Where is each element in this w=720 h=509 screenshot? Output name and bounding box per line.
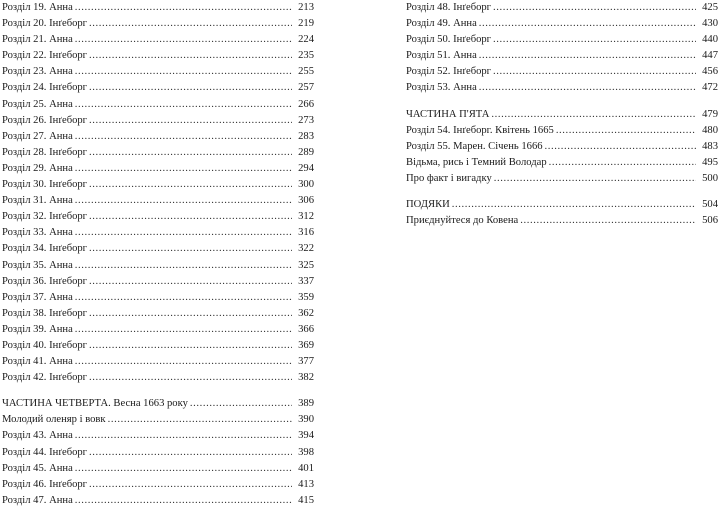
toc-entry-page-number: 415 xyxy=(298,494,314,506)
toc-entry-page-number: 500 xyxy=(702,172,718,184)
toc-entry-title: Про факт і вигадку xyxy=(406,172,492,184)
toc-entry xyxy=(2,338,314,354)
toc-entry xyxy=(2,306,314,322)
toc-entry-page-number: 322 xyxy=(298,243,314,255)
toc-entry xyxy=(406,80,718,96)
toc-entry-title: Розділ 22. Інґеборг xyxy=(2,50,88,62)
toc-entry-page-number: 359 xyxy=(298,291,314,303)
toc-entry-page-number: 504 xyxy=(702,199,718,211)
toc-entry-title: Розділ 36. Інґеборг xyxy=(2,275,88,287)
toc-leader-dots xyxy=(87,306,292,322)
toc-entry xyxy=(406,171,718,187)
toc-gap xyxy=(2,386,314,396)
toc-gap xyxy=(406,187,718,197)
toc-leader-dots xyxy=(87,338,292,354)
toc-left-column xyxy=(2,0,314,509)
toc-entry-page-number: 480 xyxy=(702,124,718,136)
toc-entry-title: Розділ 38. Інґеборг xyxy=(2,307,88,319)
toc-entry-title: Розділ 51. Анна xyxy=(406,50,477,62)
toc-entry xyxy=(406,0,718,16)
toc-leader-dots xyxy=(73,0,292,16)
toc-entry-title: Розділ 46. Інґеборг xyxy=(2,478,88,490)
toc-entry-page-number: 447 xyxy=(702,50,718,62)
toc-entry-title: Розділ 55. Марен. Січень 1666 xyxy=(406,140,543,152)
toc-leader-dots xyxy=(73,161,292,177)
toc-leader-dots xyxy=(73,354,292,370)
toc-entry xyxy=(406,139,718,155)
toc-entry-page-number: 294 xyxy=(298,162,314,174)
toc-entry-page-number: 479 xyxy=(702,108,718,120)
toc-leader-dots xyxy=(73,225,292,241)
toc-entry xyxy=(2,32,314,48)
toc-entry-page-number: 472 xyxy=(702,82,718,94)
toc-leader-dots xyxy=(73,97,292,113)
toc-leader-dots xyxy=(73,322,292,338)
toc-entry-title: Розділ 20. Інґеборг xyxy=(2,18,88,30)
toc-entry-title: Розділ 33. Анна xyxy=(2,227,73,239)
toc-entry-title: Розділ 34. Інґеборг xyxy=(2,243,88,255)
toc-entry xyxy=(2,0,314,16)
toc-leader-dots xyxy=(87,16,292,32)
toc-leader-dots xyxy=(491,64,696,80)
toc-entry xyxy=(2,396,314,412)
toc-leader-dots xyxy=(73,428,292,444)
toc-entry-title: Розділ 23. Анна xyxy=(2,66,73,78)
toc-gap xyxy=(406,97,718,107)
toc-entry-title: Розділ 54. Інґеборг. Квітень 1665 xyxy=(406,124,554,136)
toc-entry-title: Розділ 45. Анна xyxy=(2,462,73,474)
toc-entry-page-number: 362 xyxy=(298,307,314,319)
toc-entry xyxy=(2,461,314,477)
toc-leader-dots xyxy=(477,80,696,96)
toc-right-group-1 xyxy=(406,0,718,97)
toc-entry xyxy=(2,428,314,444)
toc-entry-page-number: 224 xyxy=(298,34,314,46)
toc-right-group-3 xyxy=(406,197,718,229)
toc-leader-dots xyxy=(87,209,292,225)
toc-leader-dots xyxy=(87,241,292,257)
toc-entry xyxy=(2,145,314,161)
toc-entry xyxy=(2,241,314,257)
toc-entry xyxy=(406,16,718,32)
toc-entry-page-number: 483 xyxy=(702,140,718,152)
toc-entry-page-number: 495 xyxy=(702,156,718,168)
toc-entry xyxy=(2,412,314,428)
toc-entry-page-number: 398 xyxy=(298,446,314,458)
toc-leader-dots xyxy=(477,48,696,64)
toc-leader-dots xyxy=(87,145,292,161)
toc-entry xyxy=(2,225,314,241)
toc-leader-dots xyxy=(547,155,696,171)
toc-leader-dots xyxy=(73,193,292,209)
toc-entry-page-number: 413 xyxy=(298,478,314,490)
toc-entry xyxy=(406,155,718,171)
toc-entry xyxy=(2,445,314,461)
toc-entry-page-number: 377 xyxy=(298,356,314,368)
toc-entry-title: Розділ 44. Інґеборг xyxy=(2,446,88,458)
toc-entry-title: ЧАСТИНА ЧЕТВЕРТА. Весна 1663 року xyxy=(2,398,188,410)
toc-entry-title: Розділ 24. Інґеборг xyxy=(2,82,88,94)
toc-entry-page-number: 255 xyxy=(298,66,314,78)
toc-entry-title: Розділ 47. Анна xyxy=(2,494,73,506)
toc-entry-page-number: 369 xyxy=(298,339,314,351)
toc-entry-page-number: 289 xyxy=(298,146,314,158)
toc-entry xyxy=(406,48,718,64)
toc-entry xyxy=(2,113,314,129)
toc-entry-title: Розділ 29. Анна xyxy=(2,162,73,174)
toc-entry xyxy=(406,64,718,80)
toc-entry-page-number: 337 xyxy=(298,275,314,287)
toc-entry xyxy=(2,129,314,145)
toc-entry-title: Розділ 40. Інґеборг xyxy=(2,339,88,351)
toc-entry-page-number: 430 xyxy=(702,18,718,30)
toc-entry xyxy=(2,258,314,274)
toc-entry-title: Розділ 28. Інґеборг xyxy=(2,146,88,158)
toc-entry-title: Розділ 30. Інґеборг xyxy=(2,179,88,191)
toc-entry-page-number: 390 xyxy=(298,414,314,426)
toc-entry xyxy=(2,290,314,306)
toc-entry-title: Молодий оленяр і вовк xyxy=(2,414,106,426)
toc-leader-dots xyxy=(543,139,696,155)
toc-entry xyxy=(2,64,314,80)
toc-entry xyxy=(406,107,718,123)
toc-entry-title: Розділ 25. Анна xyxy=(2,98,73,110)
toc-entry-page-number: 394 xyxy=(298,430,314,442)
toc-leader-dots xyxy=(491,0,696,16)
toc-leader-dots xyxy=(87,370,292,386)
toc-entry-page-number: 316 xyxy=(298,227,314,239)
toc-entry-page-number: 325 xyxy=(298,259,314,271)
toc-left-group-1 xyxy=(2,0,314,386)
toc-entry xyxy=(2,354,314,370)
toc-leader-dots xyxy=(87,445,292,461)
toc-entry-title: Розділ 39. Анна xyxy=(2,323,73,335)
toc-entry-title: Відьма, рись і Темний Володар xyxy=(406,156,547,168)
toc-entry-page-number: 389 xyxy=(298,398,314,410)
toc-entry-page-number: 213 xyxy=(298,2,314,13)
toc-entry-title: Розділ 52. Інґеборг xyxy=(406,66,492,78)
toc-entry-page-number: 266 xyxy=(298,98,314,110)
toc-entry-page-number: 312 xyxy=(298,211,314,223)
toc-entry xyxy=(2,80,314,96)
toc-leader-dots xyxy=(450,197,696,213)
toc-leader-dots xyxy=(554,123,696,139)
toc-leader-dots xyxy=(87,80,292,96)
toc-entry xyxy=(406,123,718,139)
toc-entry xyxy=(2,274,314,290)
toc-leader-dots xyxy=(518,213,696,229)
toc-entry-page-number: 300 xyxy=(298,179,314,191)
toc-leader-dots xyxy=(489,107,696,123)
toc-entry-title: Розділ 53. Анна xyxy=(406,82,477,94)
toc-entry xyxy=(2,370,314,386)
toc-entry xyxy=(2,477,314,493)
toc-entry-page-number: 382 xyxy=(298,372,314,384)
toc-entry-title: Розділ 49. Анна xyxy=(406,18,477,30)
toc-entry xyxy=(2,322,314,338)
toc-leader-dots xyxy=(87,48,292,64)
toc-entry-page-number: 366 xyxy=(298,323,314,335)
toc-leader-dots xyxy=(87,477,292,493)
toc-leader-dots xyxy=(73,64,292,80)
toc-entry-page-number: 425 xyxy=(702,2,718,13)
toc-left-group-2 xyxy=(2,396,314,509)
toc-entry xyxy=(2,193,314,209)
toc-entry-title: Розділ 50. Інґеборг xyxy=(406,34,492,46)
toc-entry-page-number: 506 xyxy=(702,215,718,227)
toc-leader-dots xyxy=(73,290,292,306)
toc-leader-dots xyxy=(477,16,696,32)
toc-leader-dots xyxy=(87,274,292,290)
toc-right-group-2 xyxy=(406,107,718,187)
toc-entry-page-number: 257 xyxy=(298,82,314,94)
toc-leader-dots xyxy=(188,396,292,412)
toc-leader-dots xyxy=(73,258,292,274)
toc-entry-page-number: 401 xyxy=(298,462,314,474)
toc-entry xyxy=(2,493,314,509)
toc-entry-page-number: 235 xyxy=(298,50,314,62)
toc-entry xyxy=(2,177,314,193)
toc-entry-title: Розділ 21. Анна xyxy=(2,34,73,46)
toc-entry-page-number: 283 xyxy=(298,130,314,142)
toc-entry-title: Розділ 19. Анна xyxy=(2,2,73,13)
toc-entry-title: Розділ 42. Інґеборг xyxy=(2,372,88,384)
toc-entry xyxy=(2,209,314,225)
toc-entry-title: Розділ 41. Анна xyxy=(2,356,73,368)
toc-leader-dots xyxy=(492,171,696,187)
toc-entry-page-number: 440 xyxy=(702,34,718,46)
toc-right-column xyxy=(406,0,718,229)
toc-entry-title: ПОДЯКИ xyxy=(406,199,450,211)
toc-entry-title: Розділ 31. Анна xyxy=(2,195,73,207)
toc-entry-page-number: 456 xyxy=(702,66,718,78)
toc-entry-title: Розділ 27. Анна xyxy=(2,130,73,142)
toc-leader-dots xyxy=(491,32,696,48)
toc-leader-dots xyxy=(87,113,292,129)
toc-entry-title: Розділ 48. Інґеборг xyxy=(406,2,492,13)
toc-entry-page-number: 306 xyxy=(298,195,314,207)
toc-entry xyxy=(2,48,314,64)
toc-leader-dots xyxy=(73,32,292,48)
toc-entry-title: ЧАСТИНА П'ЯТА xyxy=(406,108,490,120)
toc-entry-title: Розділ 35. Анна xyxy=(2,259,73,271)
toc-entry xyxy=(406,213,718,229)
toc-entry xyxy=(2,161,314,177)
toc-leader-dots xyxy=(106,412,292,428)
toc-entry xyxy=(406,197,718,213)
toc-entry-title: Розділ 37. Анна xyxy=(2,291,73,303)
toc-entry-title: Приєднуйтеся до Ковена xyxy=(406,215,519,227)
toc-entry-title: Розділ 32. Інґеборг xyxy=(2,211,88,223)
toc-leader-dots xyxy=(73,493,292,509)
toc-leader-dots xyxy=(73,129,292,145)
toc-entry xyxy=(2,16,314,32)
toc-entry xyxy=(406,32,718,48)
toc-entry-page-number: 273 xyxy=(298,114,314,126)
toc-entry-title: Розділ 26. Інґеборг xyxy=(2,114,88,126)
toc-entry xyxy=(2,97,314,113)
toc-leader-dots xyxy=(73,461,292,477)
toc-entry-page-number: 219 xyxy=(298,18,314,30)
toc-entry-title: Розділ 43. Анна xyxy=(2,430,73,442)
toc-leader-dots xyxy=(87,177,292,193)
